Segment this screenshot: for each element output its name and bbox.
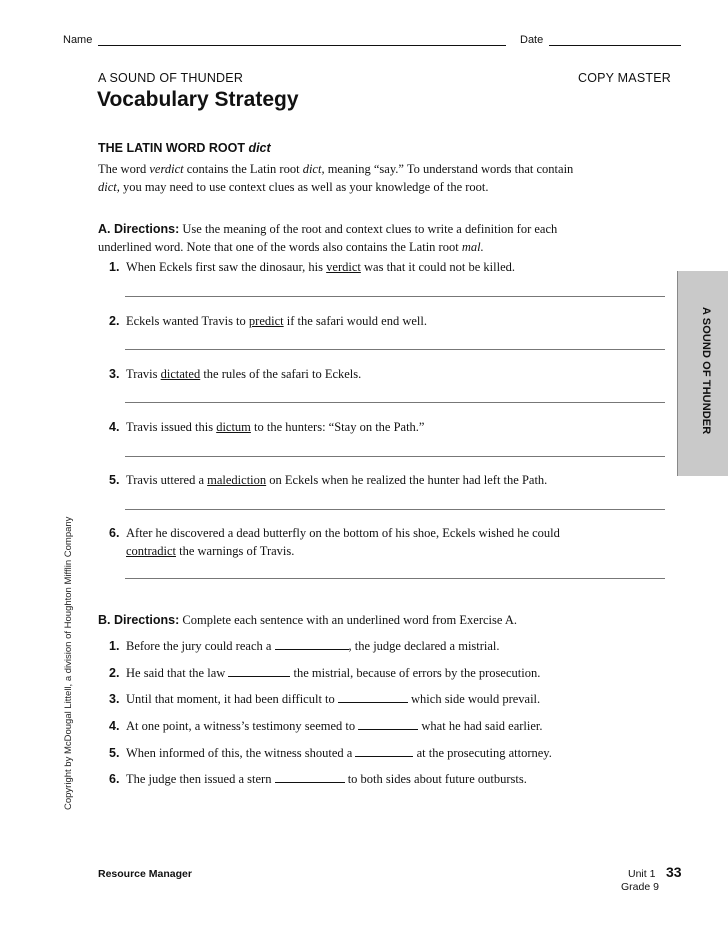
name-field-line[interactable] [98, 45, 506, 46]
item-number: 6. [109, 772, 120, 786]
fill-in-blank[interactable] [338, 693, 408, 703]
item-text: , the judge declared a mistrial. [348, 639, 500, 653]
part-a-directions [98, 220, 598, 256]
item-number: 3. [109, 692, 120, 706]
underlined-word: dictum [216, 420, 251, 434]
date-label: Date [520, 34, 544, 46]
item-number: 5. [109, 746, 120, 760]
item-text: the warnings of Travis. [175, 544, 295, 558]
item-text: He said that the law [126, 666, 229, 680]
part-a-text: Use the meaning of the root and context clues to write a definition for each underlined word. Note that one of the words also contains the Latin root [98, 222, 558, 254]
part-a-item-1 [109, 258, 599, 276]
date-field-line[interactable] [549, 45, 681, 46]
item-text: the mistrial, because of errors by the prosecution. [290, 666, 541, 680]
item-text: what he had said earlier. [418, 719, 543, 733]
item-number: 2. [109, 314, 120, 328]
part-b-item-3 [109, 690, 599, 708]
part-b-item-5 [109, 744, 599, 762]
part-a-item-6 [109, 524, 599, 560]
item-text: on Eckels when he realized the hunter had left the Path. [266, 473, 548, 487]
footer-resource-manager: Resource Manager [98, 868, 192, 880]
item-text: When Eckels first saw the dinosaur, his [126, 260, 327, 274]
side-tab [677, 271, 728, 476]
item-text: Travis uttered a [126, 473, 208, 487]
answer-line-3[interactable] [125, 402, 665, 403]
part-b-label: B. Directions: [98, 613, 180, 627]
intro-text-italic: verdict [149, 162, 184, 176]
item-text: the rules of the safari to Eckels. [200, 367, 362, 381]
footer-unit: Unit 1 [628, 868, 656, 880]
intro-text: The word [98, 162, 150, 176]
underlined-word: malediction [207, 473, 267, 487]
item-text: When informed of this, the witness shouted a [126, 746, 356, 760]
item-text: was that it could not be killed. [360, 260, 516, 274]
item-text: to both sides about future outbursts. [344, 772, 527, 786]
item-text: After he discovered a dead butterfly on the bottom of his shoe, Eckels wished he could [126, 526, 560, 540]
part-b-item-4 [109, 717, 599, 735]
intro-paragraph [98, 160, 598, 196]
item-text: at the prosecuting attorney. [413, 746, 552, 760]
intro-text: you may need to use context clues as well as your knowledge of the root. [119, 180, 489, 194]
fill-in-blank[interactable] [275, 640, 349, 650]
item-number: 4. [109, 719, 120, 733]
item-text: which side would prevail. [407, 692, 541, 706]
name-label: Name [63, 34, 93, 46]
intro-text-italic: dict, [302, 162, 325, 176]
part-a-label: A. Directions: [98, 222, 180, 236]
section-heading-root: dict [248, 141, 271, 155]
item-number: 1. [109, 260, 120, 274]
part-b-directions [98, 611, 598, 629]
fill-in-blank[interactable] [228, 667, 290, 677]
story-title: A SOUND OF THUNDER [98, 71, 244, 85]
section-heading [98, 141, 271, 155]
underlined-word: predict [248, 314, 284, 328]
item-text: Until that moment, it had been difficult to [126, 692, 338, 706]
part-b-item-2 [109, 664, 599, 682]
underlined-word: contradict [126, 544, 176, 558]
fill-in-blank[interactable] [355, 747, 413, 757]
item-number: 6. [109, 526, 120, 540]
side-tab-label: A SOUND OF THUNDER [700, 307, 712, 435]
fill-in-blank[interactable] [275, 773, 345, 783]
copy-master-label: COPY MASTER [578, 71, 671, 85]
item-text: Eckels wanted Travis to [126, 314, 249, 328]
part-b-text: Complete each sentence with an underlined word from Exercise A. [179, 613, 517, 627]
item-text: The judge then issued a stern [126, 772, 275, 786]
answer-line-5[interactable] [125, 509, 665, 510]
underlined-word: verdict [326, 260, 361, 274]
answer-line-6[interactable] [125, 578, 665, 579]
intro-text: contains the Latin root [183, 162, 303, 176]
item-number: 1. [109, 639, 120, 653]
answer-line-4[interactable] [125, 456, 665, 457]
item-text: Before the jury could reach a [126, 639, 275, 653]
item-text: to the hunters: “Stay on the Path.” [250, 420, 425, 434]
page-number: 33 [666, 864, 682, 880]
fill-in-blank[interactable] [358, 720, 418, 730]
footer-grade: Grade 9 [621, 881, 659, 893]
part-a-item-3 [109, 365, 599, 383]
part-a-item-5 [109, 471, 599, 489]
item-text: Travis [126, 367, 161, 381]
intro-text-italic: dict, [98, 180, 120, 194]
part-b-item-1 [109, 637, 599, 655]
answer-line-2[interactable] [125, 349, 665, 350]
underlined-word: dictated [160, 367, 201, 381]
part-a-root: mal. [461, 240, 484, 254]
item-number: 2. [109, 666, 120, 680]
item-number: 4. [109, 420, 120, 434]
answer-line-1[interactable] [125, 296, 665, 297]
item-number: 3. [109, 367, 120, 381]
item-text: if the safari would end well. [283, 314, 427, 328]
item-text: At one point, a witness’s testimony seemed to [126, 719, 359, 733]
item-text: Travis issued this [126, 420, 217, 434]
part-a-item-4 [109, 418, 599, 436]
intro-text: meaning “say.” To understand words that contain [324, 162, 574, 176]
page-title: Vocabulary Strategy [97, 88, 299, 111]
part-b-item-6 [109, 770, 599, 788]
section-heading-prefix: THE LATIN WORD ROOT [98, 141, 249, 155]
copyright-notice: Copyright by McDougal Littell, a division of Houghton Mifflin Company [63, 516, 74, 810]
part-a-item-2 [109, 312, 599, 330]
item-number: 5. [109, 473, 120, 487]
